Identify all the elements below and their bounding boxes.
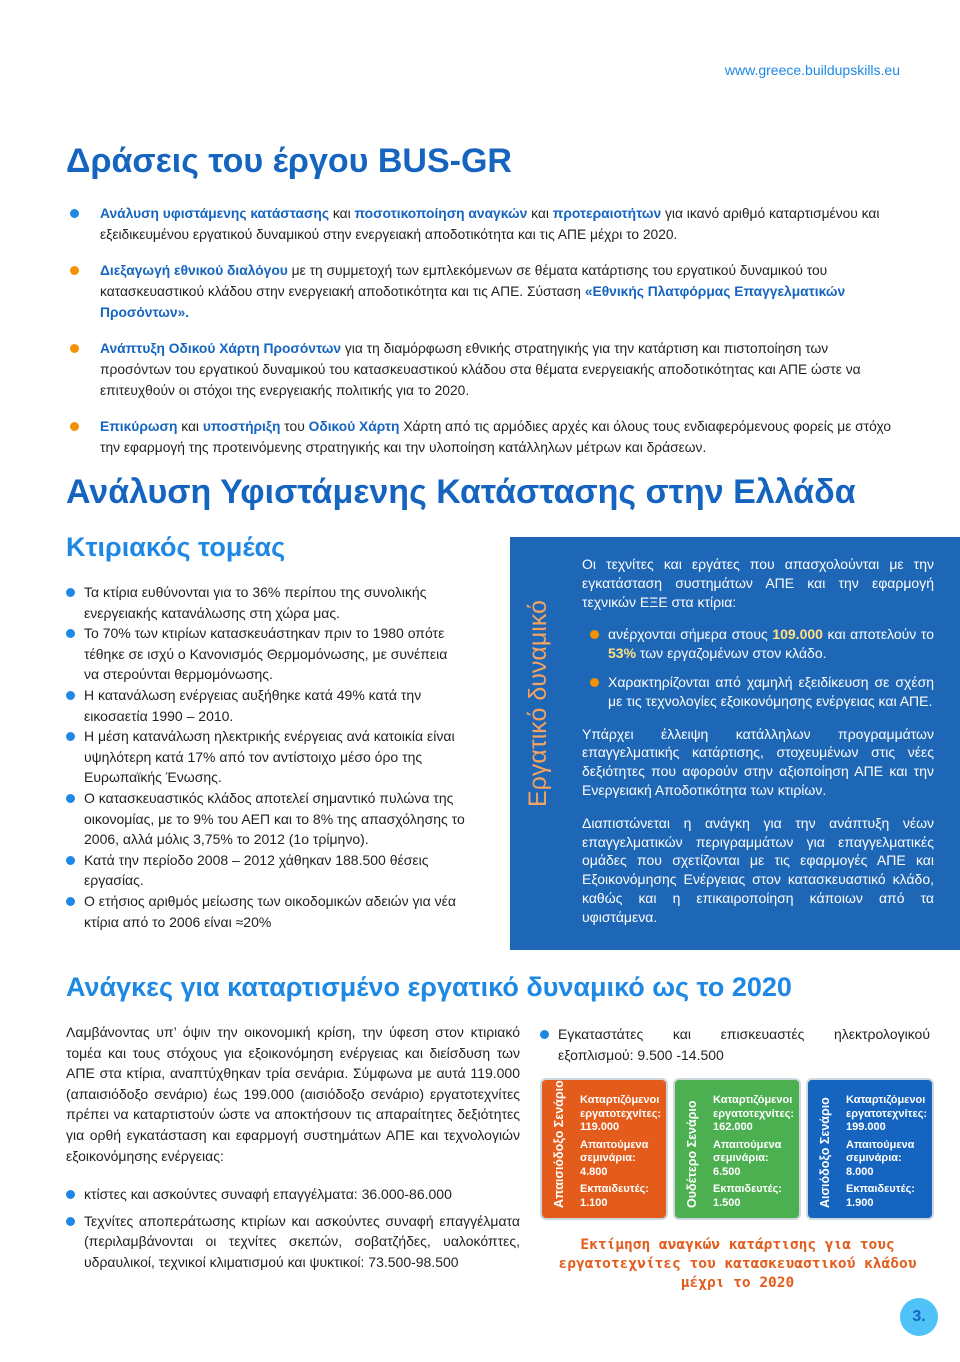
action-text: και: [177, 419, 203, 434]
scenario-label: [808, 1080, 844, 1218]
scenario-field-label: Εκπαιδευτές:: [580, 1183, 649, 1195]
scenario-field-label: Απαιτούμενα σεμινάρια:: [846, 1138, 915, 1164]
action-text: Διεξαγωγή εθνικού διαλόγου: [100, 263, 288, 278]
action-text: ποσοτικοποίηση αναγκών: [354, 206, 528, 221]
building-sector-title: Κτιριακός τομέας: [66, 532, 286, 562]
list-item: Το 70% των κτιρίων κατασκευάστηκαν πριν το 1980 οπότε τέθηκε σε ισχύ ο Κανονισμός Θερμομόνωσης, με συνέπεια να στερούνται θερμομόνωσης.: [66, 623, 466, 685]
action-item: [70, 203, 900, 245]
scenario-field-label: Καταρτιζόμενοι εργατοτεχνίτες:: [713, 1094, 795, 1120]
action-text: και: [329, 206, 355, 221]
scenario-field-label: Καταρτιζόμενοι εργατοτεχνίτες:: [580, 1094, 662, 1120]
workforce-para: Υπάρχει έλλειψη κατάλληλων προγραμμάτων επαγγελματικής κατάρτισης, στοχευμένων στις νέες δεξιότητες που αφορούν στην αξιοποίηση ΑΠΕ και την Ενεργειακή Αποδοτικότητα των κτιρίων.: [582, 725, 934, 798]
actions-title: Δράσεις του έργου BUS-GR: [66, 142, 512, 180]
scenario-label-text: Ουδέτερο Σενάριο: [685, 1100, 699, 1208]
needs-intro: Λαμβάνοντας υπ’ όψιν την οικονομική κρίση, την ύφεση στον κτιριακό τομέα και τους στόχους για εξοικονόμηση ενέργειας και διείσδυση των ΑΠΕ στα κτίρια, αναπτύχθηκαν τρία σενάρια. Σύμφωνα με αυτά 119.000 (απαισιόδοξο σενάριο) έως 199.000 (αισιόδοξο σενάριο) εργατοτεχνίτες πρέπει να καταρτιστούν ώστε να αποκτήσουν τις απαραίτητες δεξιότητες για ορθή εγκατάσταση και εφαρμογή συστημάτων ΑΠΕ και τεχνολογιών εξοικονόμησης ενέργειας:: [66, 1024, 520, 1164]
action-text: για ικανό αριθμό καταρτισμένου και εξειδικευμένου εργατικού δυναμικού στην ενεργειακή αποδοτικότητα και τις ΑΠΕ μέχρι το 2020.: [100, 206, 880, 242]
scenario-field-value: 199.000: [846, 1121, 886, 1133]
sub-text: και αποτελούν το: [822, 626, 935, 643]
scenario-field-value: 8.000: [846, 1165, 874, 1178]
list-item: Η κατανάλωση ενέργειας αυξήθηκε κατά 49% κατά την εικοσαετία 1990 – 2010.: [66, 685, 466, 726]
action-item: [70, 260, 900, 323]
page-number: 3.: [900, 1298, 938, 1336]
list-item: Κατά την περίοδο 2008 – 2012 χάθηκαν 188.500 θέσεις εργασίας.: [66, 850, 466, 891]
action-text: του: [280, 419, 309, 434]
action-text: υποστήριξη: [202, 419, 281, 434]
action-text: Χάρτη από τις αρμόδιες αρχές και όλους τους ενδιαφερόμενους φορείς με στόχο την εφαρμογή της προτεινόμενης στρατηγικής και την υλοποίηση κατάλληλων μέτρων και δράσεων.: [100, 419, 891, 455]
workforce-label: [510, 537, 562, 807]
action-item: [70, 338, 900, 401]
action-text: για τη διαμόρφωση εθνικής στρατηγικής για την κατάρτιση και πιστοποίηση των προσόντων του εργατικού δυναμικού του κατασκευαστικού κλάδου στα θέματα ενεργειακής αποδοτικότητας και ΑΠΕ ώστε να επιτευχθούν οι στόχοι της ενεργειακής πολιτικής για το 2020.: [100, 341, 861, 398]
site-url[interactable]: www.greece.buildupskills.eu: [724, 62, 900, 78]
building-sector-list: [66, 582, 466, 932]
scenario-values: [713, 1094, 801, 1214]
scenario-field-value: 1.100: [580, 1196, 608, 1209]
action-text: προτεραιοτήτων: [552, 206, 662, 221]
action-text: Επικύρωση: [100, 419, 178, 434]
scenario-label: [542, 1080, 578, 1218]
scenario-values: [580, 1094, 668, 1214]
list-item: Τα κτίρια ευθύνονται για το 36% περίπου της συνολικής ενεργειακής κατανάλωσης στη χώρα μας.: [66, 582, 466, 623]
action-text: και: [527, 206, 553, 221]
scenario-optimistic: [806, 1078, 934, 1220]
sub-highlight: 53%: [608, 645, 637, 662]
scenario-field-value: 4.800: [580, 1165, 608, 1178]
scenario-field-label: Καταρτιζόμενοι εργατοτεχνίτες:: [846, 1094, 928, 1120]
analysis-title: Ανάλυση Υφιστάμενης Κατάστασης στην Ελλάδα: [66, 473, 856, 511]
scenarios-caption: Εκτίμηση αναγκών κατάρτισης για τους εργατοτεχνίτες του κατασκευαστικού κλάδου μέχρι το 2020: [558, 1237, 917, 1291]
action-text: Ανάλυση υφιστάμενης κατάστασης: [100, 206, 330, 221]
workforce-para: Διαπιστώνεται η ανάγκη για την ανάπτυξη νέων επαγγελματικών περιγραμμάτων για επαγγελματικές ομάδες που σχετίζονται με τις εφαρμογές ΑΠΕ και Εξοικονόμησης Ενέργειας στον κατασκευαστικό κλάδο, καθώς και η επικαιροποίηση κάποιων από τα υφιστάμενα.: [582, 814, 934, 925]
sub-text: των εργαζομένων στον κλάδο.: [636, 645, 827, 662]
needs-title: Ανάγκες για καταρτισμένο εργατικό δυναμικό ως το 2020: [66, 972, 792, 1002]
sub-highlight: 109.000: [772, 626, 823, 643]
scenario-field-label: Απαιτούμενα σεμινάρια:: [580, 1138, 649, 1164]
installers-item: Εγκαταστάτες και επισκευαστές ηλεκτρολογικού εξοπλισμού: 9.500 -14.500: [540, 1024, 930, 1065]
action-text: με τη συμμετοχή των εμπλεκόμενων σε θέματα κατάρτισης του εργατικού δυναμικού του κατασκευαστικού κλάδου στην ενεργειακή αποδοτικότητα και τις ΑΠΕ. Σύσταση: [100, 263, 828, 299]
workforce-label-text: Εργατικό δυναμικό: [524, 600, 552, 807]
workforce-sub-item: [582, 625, 934, 663]
sub-text: ανέρχονται σήμερα στους: [608, 626, 773, 643]
workforce-text: [582, 555, 934, 941]
scenario-label: [675, 1080, 711, 1218]
action-text: Οδικού Χάρτη: [308, 419, 400, 434]
workforce-intro: Οι τεχνίτες και εργάτες που απασχολούνται με την εγκατάσταση συστημάτων ΑΠΕ και την εφαρμογή τεχνικών ΕΞΕ στα κτίρια:: [582, 556, 934, 610]
scenario-field-value: 162.000: [713, 1121, 753, 1133]
scenario-field-value: 1.900: [846, 1196, 874, 1209]
scenario-field-value: 1.500: [713, 1196, 741, 1209]
scenario-field-label: Εκπαιδευτές:: [846, 1183, 915, 1195]
list-item: κτίστες και ασκούντες συναφή επαγγέλματα: 36.000-86.000: [66, 1184, 520, 1205]
needs-list: [66, 1184, 520, 1278]
list-item: Η μέση κατανάλωση ηλεκτρικής ενέργειας ανά κατοικία είναι υψηλότερη κατά 17% από τον αντίστοιχο μέσο όρο της Ευρωπαϊκής Ένωσης.: [66, 726, 466, 788]
action-item: [70, 416, 900, 458]
scenario-label-text: Αισιόδοξο Σενάριο: [818, 1097, 832, 1208]
scenario-field-value: 6.500: [713, 1165, 741, 1178]
scenario-pessimistic: [540, 1078, 668, 1220]
action-text: Ανάπτυξη Οδικού Χάρτη Προσόντων: [100, 341, 342, 356]
list-item: Ο κατασκευαστικός κλάδος αποτελεί σημαντικό πυλώνα της οικονομίας, με το 9% του ΑΕΠ και το 8% της απασχόλησης το 2006, αλλά μόλις 3,75% το 2012 (1ο τρίμηνο).: [66, 788, 466, 850]
workforce-sub-item: Χαρακτηρίζονται από χαμηλή εξειδίκευση σε σχέση με τις τεχνολογίες εξοικονόμησης ενέργειας και ΑΠΕ.: [582, 673, 934, 711]
actions-list: [70, 203, 900, 473]
list-item: Τεχνίτες αποπεράτωσης κτιρίων και ασκούντες συναφή επαγγέλματα (περιλαμβάνονται οι τεχνίτες σκεπών, σοβατζήδες, υαλοκόπτες, υδραυλικοί, τεχνικοί κλιματισμού και ψυκτικοί: 73.500-98.500: [66, 1211, 520, 1273]
scenario-label-text: Απαισιόδοξο Σενάριο: [552, 1080, 566, 1208]
scenario-neutral: [673, 1078, 801, 1220]
scenario-values: [846, 1094, 934, 1214]
scenario-field-value: 119.000: [580, 1121, 620, 1133]
action-text: «Εθνικής Πλατφόρμας Επαγγελματικών Προσόντων».: [100, 284, 846, 320]
scenario-field-label: Εκπαιδευτές:: [713, 1183, 782, 1195]
list-item: Ο ετήσιος αριθμός μείωσης των οικοδομικών αδειών για νέα κτίρια από το 2006 είναι ≈20%: [66, 891, 466, 932]
scenario-field-label: Απαιτούμενα σεμινάρια:: [713, 1138, 782, 1164]
